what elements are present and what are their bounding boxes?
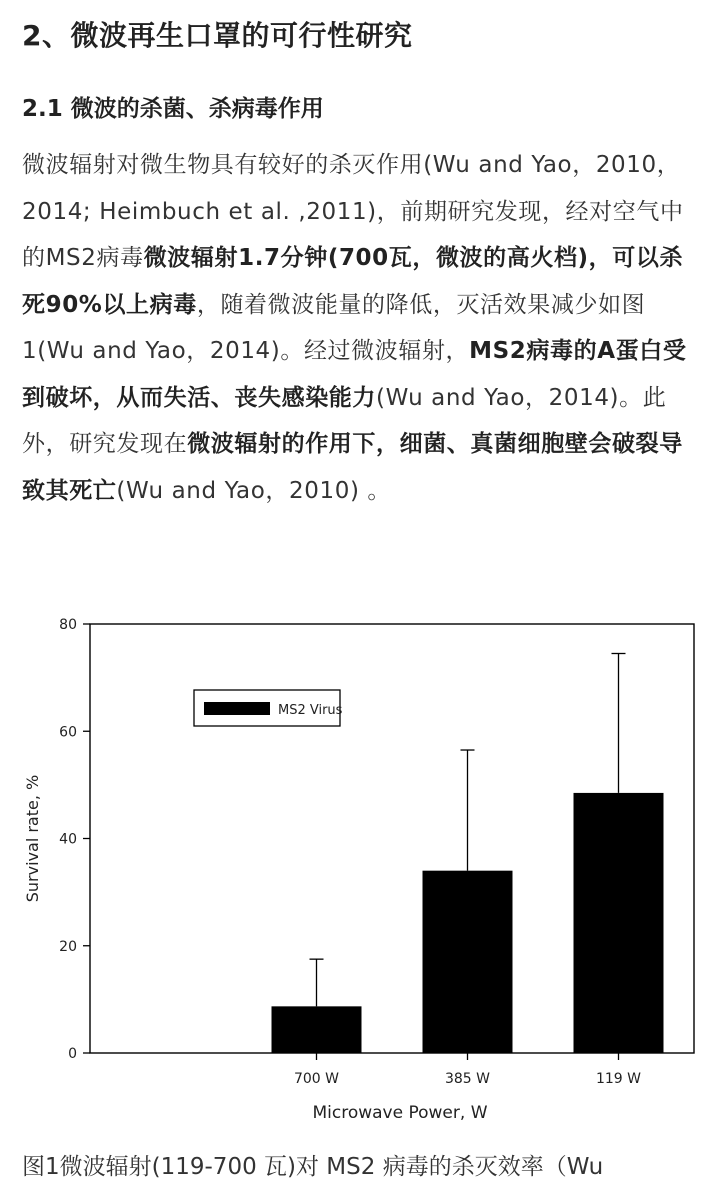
y-tick-label: 0 [68, 1046, 77, 1062]
bar-385w [423, 871, 513, 1053]
paragraph-text: (Wu and Yao，2010) 。 [116, 477, 392, 504]
y-axis-label: Survival rate, % [23, 774, 42, 903]
x-tick-label: 119 W [595, 1071, 642, 1087]
legend-swatch [204, 702, 270, 715]
y-tick-label: 80 [59, 617, 77, 633]
x-tick-label: 700 W [293, 1071, 340, 1087]
y-tick-label: 40 [59, 831, 77, 848]
bar-119w [574, 793, 664, 1053]
section-heading: 2、微波再生口罩的可行性研究 [22, 19, 413, 52]
emphasis-text: 微波辐射的作用下，细菌、真菌细胞壁会破裂导致其死亡 [22, 431, 683, 504]
paragraph-text: 微波辐射对微生物具有较好的杀灭作用(Wu and Yao，2010，2014; Heimbuch et al. ,2011)，前期研究发现，经对空气中的MS2病毒 [22, 152, 684, 271]
watermark-subtext: baiyun.us.ab [590, 1095, 668, 1109]
survival-rate-bar-chart [0, 600, 720, 1140]
body-paragraph [22, 142, 702, 514]
legend-label: MS2 Virus [278, 703, 343, 718]
x-axis-label: Microwave Power, W [312, 1103, 488, 1123]
x-tick-label: 385 W [444, 1071, 491, 1087]
y-tick-label: 20 [59, 938, 77, 955]
watermark [480, 1090, 667, 1109]
figure-caption: 图1微波辐射(119-700 瓦)对 MS2 病毒的杀灭效率（Wu [22, 1154, 604, 1180]
y-tick-label: 60 [59, 724, 77, 741]
subsection-heading: 2.1 微波的杀菌、杀病毒作用 [22, 96, 324, 122]
paragraph-text: (Wu and Yao，2014)。此外，研究发现在 [22, 384, 667, 457]
emphasis-text: MS2病毒的A蛋白受到破坏，从而失活、丧失感染能力 [22, 338, 687, 411]
watermark-text: 生物气溶胶实验室 [480, 1091, 585, 1106]
paragraph-text: ，随着微波能量的降低，灭活效果减少如图1(Wu and Yao，2014)。经过微波辐射， [22, 291, 646, 364]
emphasis-text: 微波辐射1.7分钟(700瓦，微波的高火档)，可以杀死90%以上病毒 [22, 245, 684, 318]
bar-700w [272, 1006, 362, 1053]
